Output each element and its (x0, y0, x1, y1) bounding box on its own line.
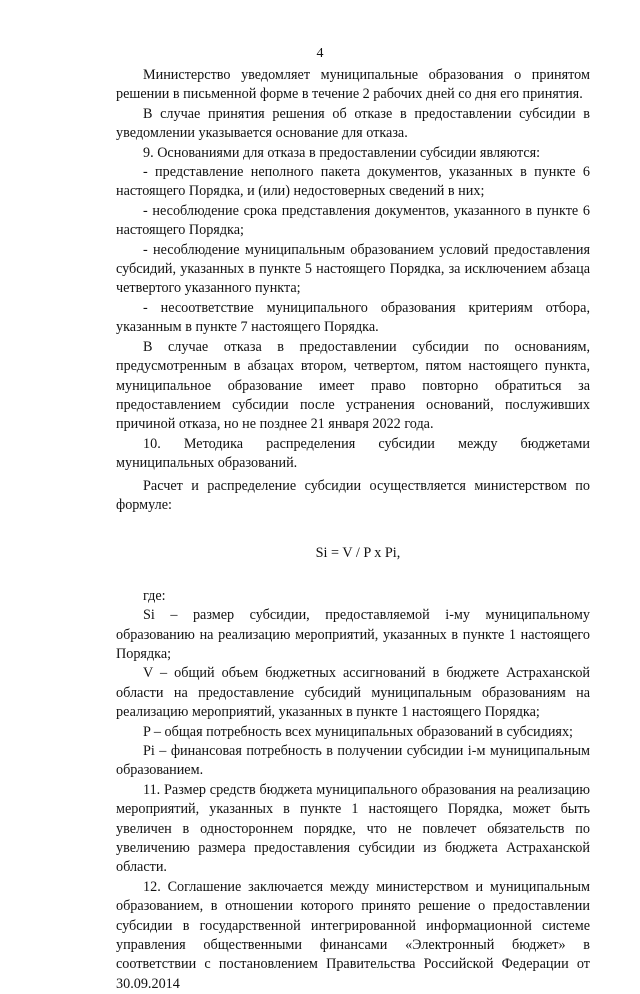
definition-v: V – общий объем бюджетных ассигнований в бюджете Астраханской области на предоставление субсидий муниципальным образованиям на реализацию мероприятий, указанных в пункте 1 настоящего Порядка; (116, 665, 590, 721)
paragraph-where: где: (143, 587, 166, 604)
paragraph-item-12: 12. Соглашение заключается между министерством и муниципальным образованием, в отношении которого принято решение о предоставлении субсидии в государственной интегрированной информационной системе управления общественными финансами «Электронный бюджет» в соответствии с постановлением Правительства Российской Федерации от 30.09.2014 (116, 878, 590, 992)
definition-p: P – общая потребность всех муниципальных образований в субсидиях; (143, 723, 573, 740)
paragraph-calculation: Расчет и распределение субсидии осуществляется министерством по формуле: (116, 477, 590, 513)
paragraph-item-11: 11. Размер средств бюджета муниципального образования на реализацию мероприятий, указанных в пункте 1 настоящего Порядка, может быть увеличен в одностороннем порядке, что не повлечет обязательств по увеличению размера предоставления субсидии из бюджета Астраханской области. (116, 781, 590, 876)
paragraph-refusal-basis: В случае принятия решения об отказе в предоставлении субсидии в уведомлении указывается основание для отказа. (116, 105, 590, 142)
page-number: 4 (316, 46, 324, 61)
paragraph-repeat-application: В случае отказа в предоставлении субсидии по основаниям, предусмотренным в абзацах втором, четвертом, пятом настоящего пункта, муниципальное образование имеет право повторно обратиться за предоставлением субсидии после устранения оснований, послуживших причиной отказа, но не позднее 21 января 2022 года. (116, 338, 590, 433)
definition-si: Si – размер субсидии, предоставляемой i-му муниципальному образованию на реализацию мероприятий, указанных в пункте 1 настоящего Порядка; (116, 607, 590, 662)
list-item-incomplete-package: - представление неполного пакета документов, указанных в пункте 6 настоящего Порядка, и (или) недостоверных сведений в них; (116, 164, 590, 200)
document-body (116, 66, 590, 994)
paragraph-item-10: 10. Методика распределения субсидии между бюджетами муниципальных образований. (116, 435, 590, 472)
list-item-deadline: - несоблюдение срока представления документов, указанного в пункте 6 настоящего Порядка; (116, 202, 590, 239)
list-item-criteria: - несоответствие муниципального образования критериям отбора, указанным в пункте 7 настоящего Порядка. (116, 299, 590, 336)
paragraph-notification: Министерство уведомляет муниципальные образования о принятом решении в письменной форме в течение 2 рабочих дней со дня его принятия. (116, 67, 590, 103)
paragraph-item-9: 9. Основаниями для отказа в предоставлении субсидии являются: (143, 144, 541, 161)
formula: Si = V / P x Pi, (315, 545, 401, 562)
definition-pi: Pi – финансовая потребность в получении субсидии i-м муниципальным образованием. (116, 743, 590, 779)
list-item-conditions: - несоблюдение муниципальным образованием условий предоставления субсидий, указанных в пункте 5 настоящего Порядка, за исключением абзаца четвертого указанного пункта; (116, 241, 590, 297)
